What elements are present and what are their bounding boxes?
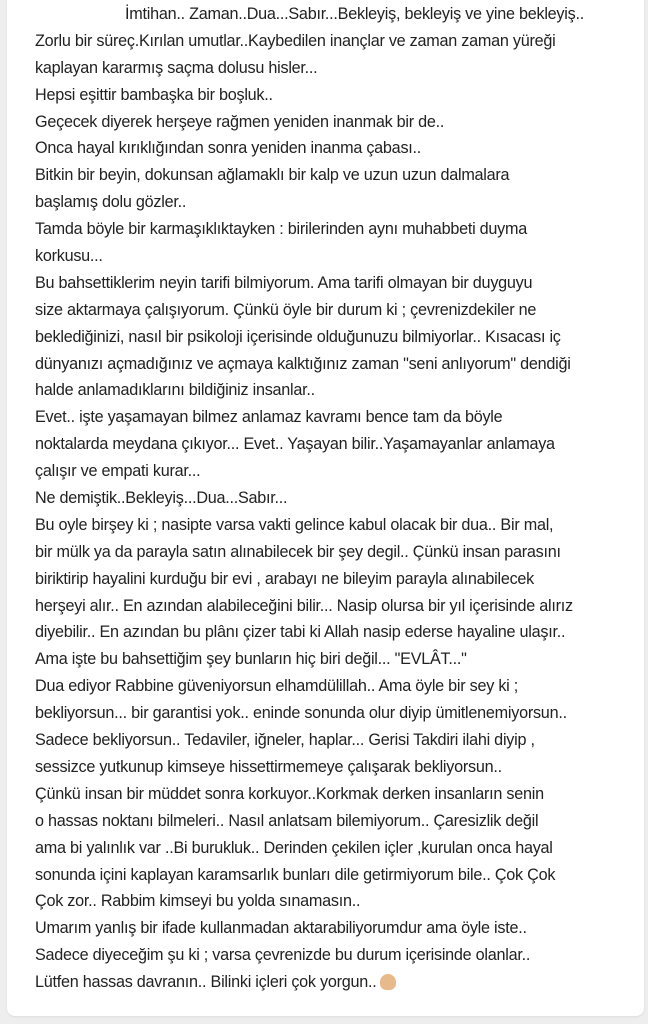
post-text-line [35,270,647,297]
post-text-line-content: Hepsi eşittir bambaşka bir boşluk.. [35,85,273,104]
post-text-line-content: Bu oyle birşey ki ; nasipte varsa vakti gelince kabul olacak bir dua.. Bir mal, [35,515,554,534]
post-text-line [35,566,647,593]
post-text-line [35,888,647,915]
post-text-line [35,109,647,136]
post-text-line-content: sonunda içini kaplayan karamsarlık bunları dile getirmiyorum bile.. Çok Çok [35,865,556,884]
post-text-line [35,458,647,485]
post-text-line-content: biriktirip hayalini kurduğu bir evi , arabayı ne bileyim parayla alınabilecek [35,569,535,588]
post-text-line [35,404,647,431]
post-text-line-content: bir mülk ya da parayla satın alınabilecek bir şey degil.. Çünkü insan parasını [35,542,561,561]
post-text-line [35,55,647,82]
post-text-line-content: Ne demiştik..Bekleyiş...Dua...Sabır... [35,489,288,508]
post-text-line-content: Sadece diyeceğim şu ki ; varsa çevrenizde bu durum içerisinde olanlar.. [35,946,531,965]
post-text-line-content: bekliyorsun... bir garantisi yok.. eninde sonunda olur diyip ümitlenemiyorsun.. [35,704,567,723]
post-text-line-content: Onca hayal kırıklığından sonra yeniden inanma çabası.. [35,139,422,158]
post-text-line-content: size aktarmaya çalışıyorum. Çünkü öyle bir durum ki ; çevrenizdekiler ne [35,300,537,319]
post-text-line [35,593,647,620]
post-text-line-content: sessizce yutkunup kimseye hissettirmemeye çalışarak bekliyorsun.. [35,757,502,776]
post-text-line [35,646,647,673]
post-text-line-content: Zorlu bir süreç.Kırılan umutlar..Kaybedilen inançlar ve zaman zaman yüreği [35,31,556,50]
post-text-line [35,781,647,808]
post-text-line-content: çalışır ve empati kurar... [35,462,201,481]
post-text-line [35,377,647,404]
post-text-line [35,539,647,566]
post-text-line-content: Sadece bekliyorsun.. Tedaviler, iğneler, haplar... Gerisi Takdiri ilahi diyip , [35,731,535,750]
post-text-line-content: korkusu... [35,247,103,266]
post-text-line [35,189,647,216]
post-text-line [35,216,647,243]
post-text-line-content: Evet.. işte yaşamayan bilmez anlamaz kavramı bence tam da böyle [35,408,503,427]
post-text-line [35,619,647,646]
palms-up-together-icon [380,974,396,990]
post-text-line [35,808,647,835]
post-text [35,1,647,996]
post-text-line [35,700,647,727]
post-text-line-content: Geçecek diyerek herşeye rağmen yeniden inanmak bir de.. [35,112,445,131]
post-text-line-content: beklediğinizi, nasıl bir psikoloji içerisinde olduğunuzu bilmiyorlar.. Kısacası iç [35,327,561,346]
post-text-line [35,351,647,378]
post-text-line-content: başlamış dolu gözler.. [35,193,187,212]
post-text-line-content: kaplayan kararmış saçma dolusu hisler... [35,58,318,77]
post-text-line [35,835,647,862]
post-text-line-content: Ama işte bu bahsettiğim şey bunların hiç biri değil... "EVLÂT..." [35,650,467,669]
post-text-line [35,727,647,754]
post-text-line [35,512,647,539]
post-text-line [35,324,647,351]
post-text-line [35,1,647,28]
post-text-line [35,297,647,324]
post-text-line-content: dünyanızı açmadığınız ve açmaya kalktığınız zaman "seni anlıyorum" dendiği [35,354,571,373]
post-text-line [35,969,647,996]
post-text-line [35,135,647,162]
post-text-line-content: noktalarda meydana çıkıyor... Evet.. Yaşayan bilir..Yaşamayanlar anlamaya [35,435,555,454]
post-text-line-content: Çünkü insan bir müddet sonra korkuyor..Korkmak derken insanların senin [35,784,544,803]
post-text-line-content: Bitkin bir beyin, dokunsan ağlamaklı bir kalp ve uzun uzun dalmalara [35,166,510,185]
post-text-line-content: Dua ediyor Rabbine güveniyorsun elhamdülillah.. Ama öyle bir sey ki ; [35,677,519,696]
post-text-line [35,28,647,55]
post-text-line [35,673,647,700]
post-text-line [35,431,647,458]
post-text-line [35,754,647,781]
post-text-line-content: herşeyi alır.. En azından alabileceğini bilir... Nasip olursa bir yıl içerisinde alırız [35,596,573,615]
post-text-line [35,862,647,889]
post-text-line [35,162,647,189]
post-text-line [35,915,647,942]
post-text-line-content: Lütfen hassas davranın.. Bilinki içleri çok yorgun.. [35,973,377,992]
post-text-line-content: o hassas noktanı bilmeleri.. Nasıl anlatsam bilemiyorum.. Çaresizlik değil [35,811,539,830]
post-text-line-content: Umarım yanlış bir ifade kullanmadan aktarabiliyorumdur ama öyle iste.. [35,919,527,938]
post-text-line-content: halde anlamadıklarını bildiğiniz insanlar.. [35,381,315,400]
post-text-line-content: ama bi yalınlık var ..Bi burukluk.. Derinden çekilen içler ,kurulan onca hayal [35,838,553,857]
post-text-line-content: Tamda böyle bir karmaşıklıktayken : birilerinden aynı muhabbeti duyma [35,220,527,239]
post-text-line-content: Çok zor.. Rabbim kimseyi bu yolda sınamasın.. [35,892,361,911]
post-text-line [35,82,647,109]
post-text-line-content: diyebilir.. En azından bu plânı çizer tabi ki Allah nasip ederse hayaline ulaşır.. [35,623,566,642]
post-text-line [35,243,647,270]
post-text-line-content: Bu bahsettiklerim neyin tarifi bilmiyorum. Ama tarifi olmayan bir duyguyu [35,273,533,292]
post-text-line-content: İmtihan.. Zaman..Dua...Sabır...Bekleyiş, bekleyiş ve yine bekleyiş.. [125,5,584,23]
post-text-line [35,942,647,969]
post-text-line [35,485,647,512]
post-card [7,0,644,1016]
